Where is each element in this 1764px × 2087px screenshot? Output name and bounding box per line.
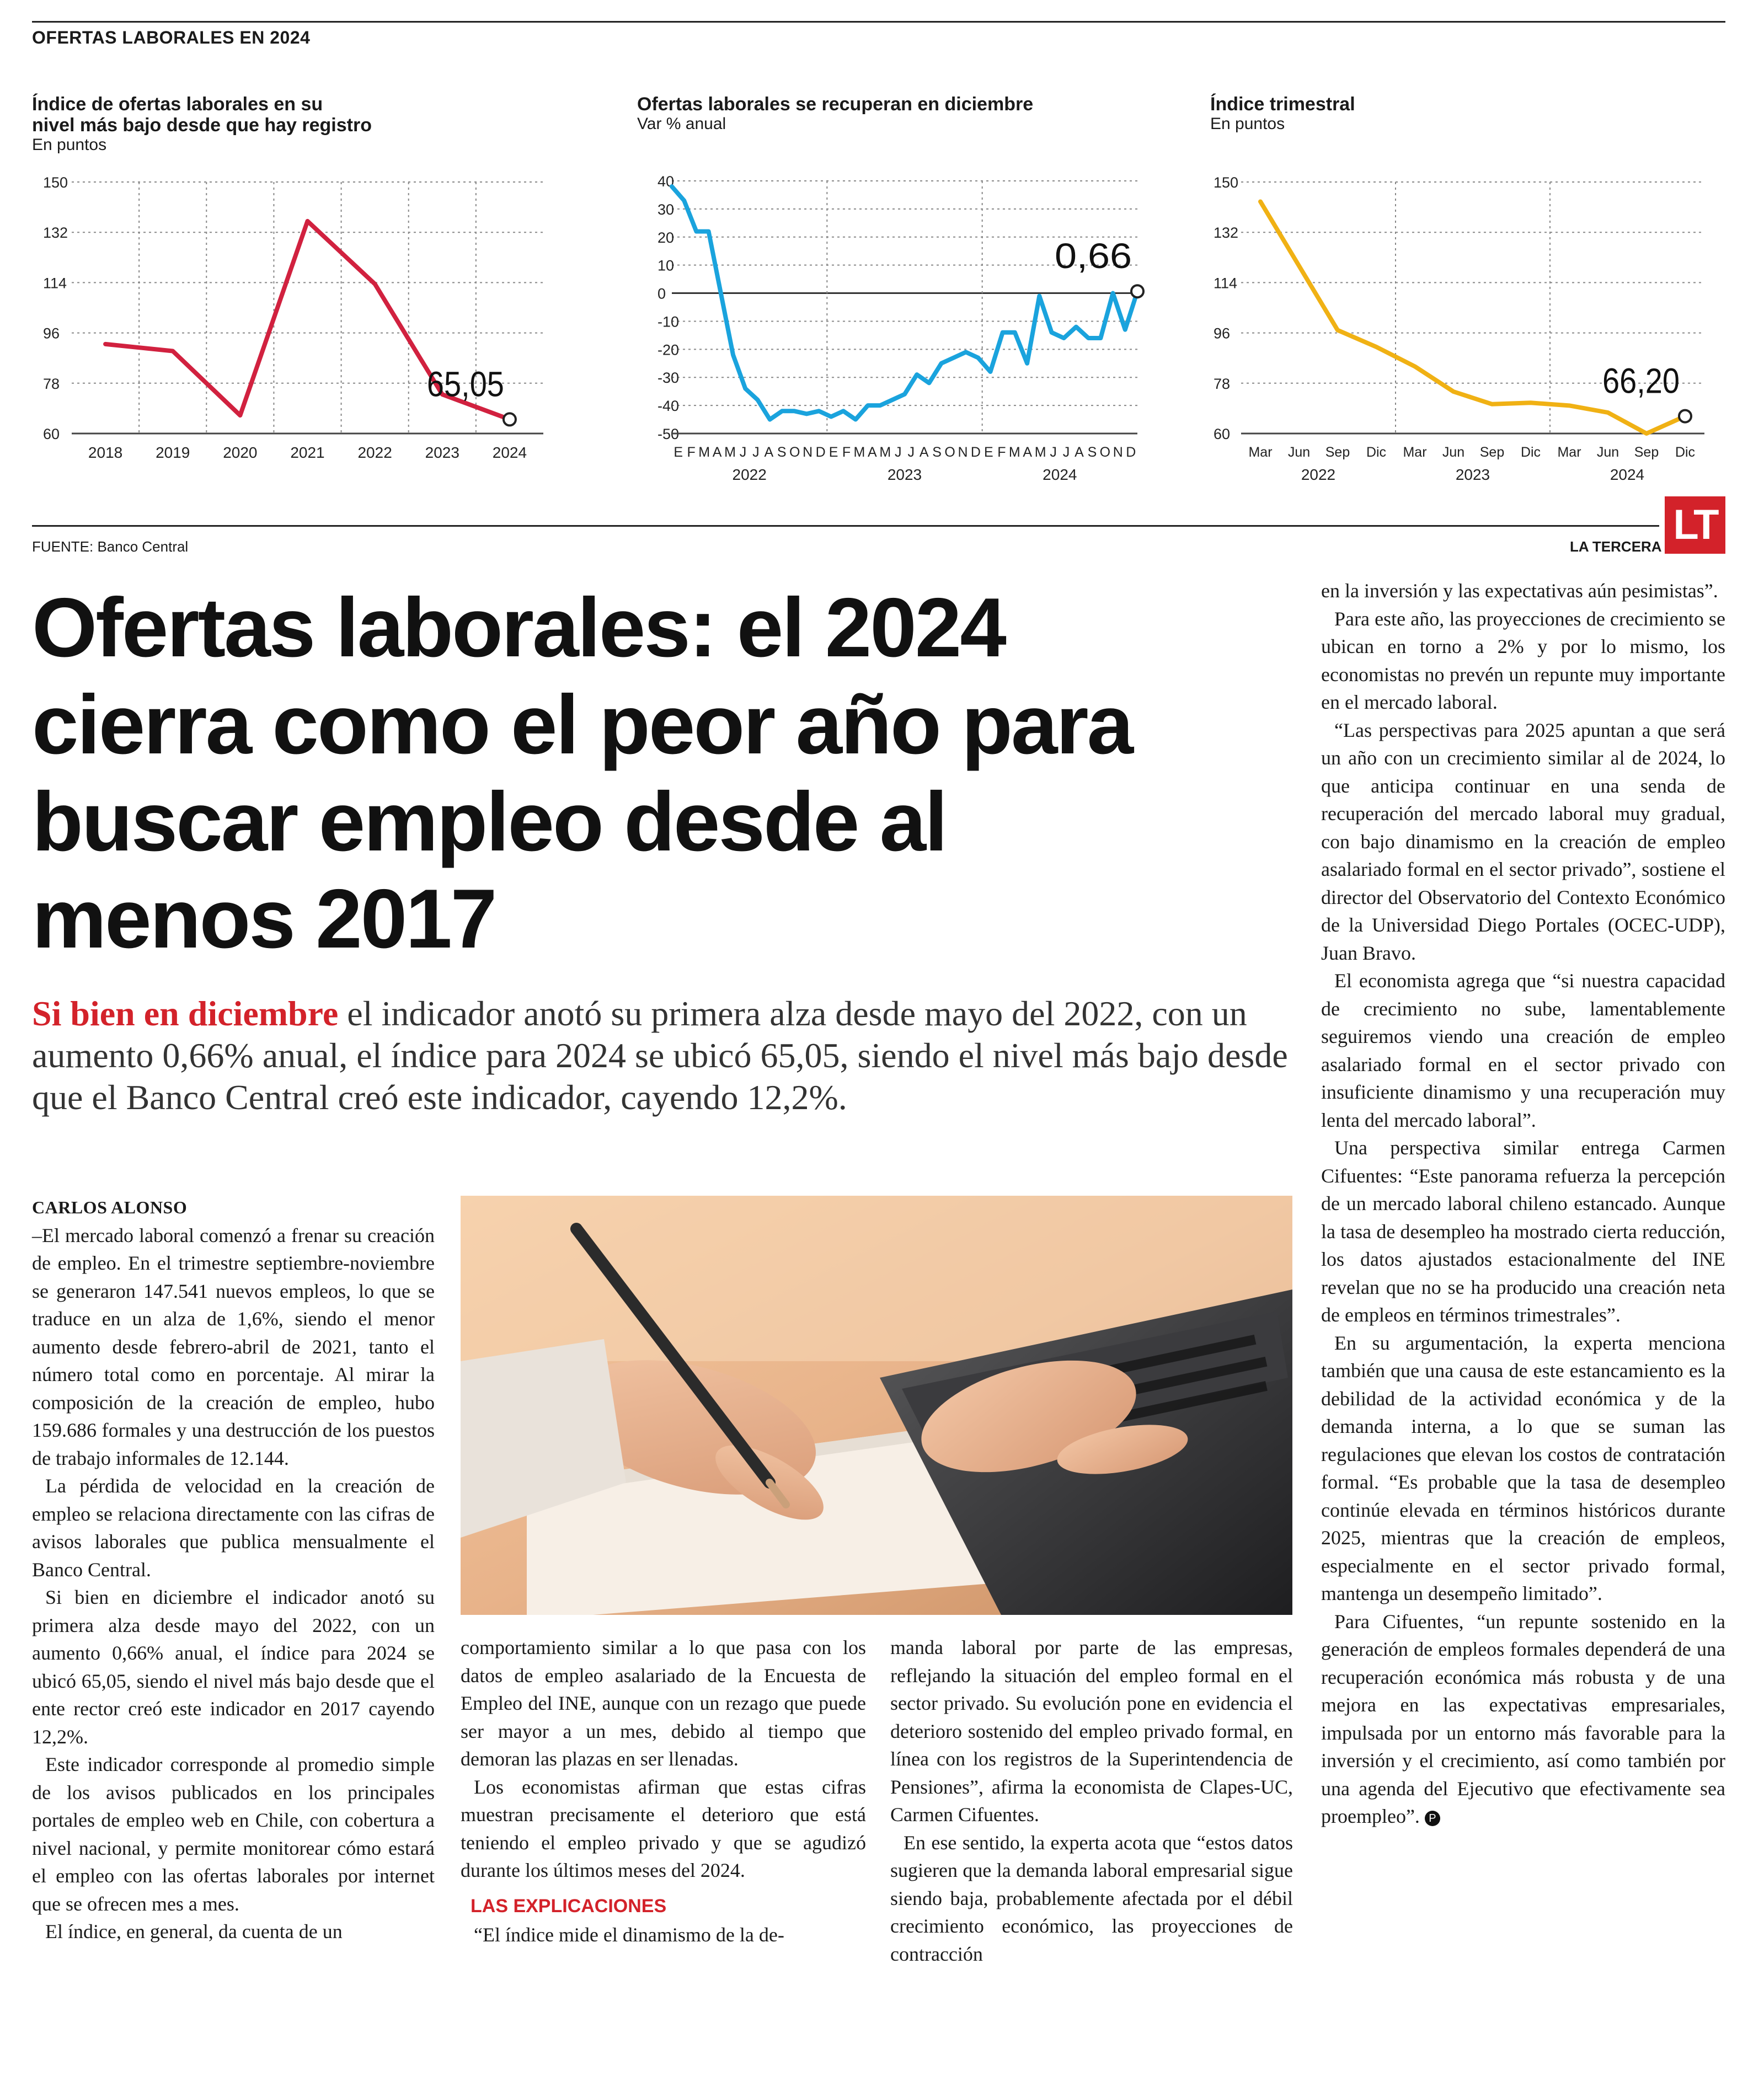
y-tick-label: 78 (43, 375, 60, 392)
x-month-label: N (1113, 445, 1123, 460)
y-tick-label: -50 (658, 426, 680, 442)
col4-paragraph: Para este año, las proyecciones de crecimiento se ubican en torno a 2% y por lo mismo, los economistas no prevén un repunte muy importante en el mercado laboral. (1321, 607, 1725, 713)
x-tick-label: 2020 (223, 444, 258, 461)
brand-logo: LT (1665, 496, 1725, 554)
x-quarter-label: Sep (1325, 445, 1350, 460)
y-tick-label: 96 (43, 325, 60, 342)
x-month-label: J (752, 445, 760, 460)
y-tick-label: -40 (658, 398, 680, 415)
x-quarter-label: Sep (1479, 445, 1505, 460)
x-quarter-label: Dic (1675, 445, 1696, 460)
y-tick-label: 30 (658, 201, 675, 218)
x-year-label: 2024 (1043, 466, 1077, 483)
y-tick-label: 132 (1214, 224, 1239, 242)
column-3 (890, 1634, 1293, 1968)
x-year-label: 2024 (1610, 466, 1645, 483)
y-tick-label: -20 (658, 341, 680, 358)
x-quarter-label: Mar (1403, 445, 1427, 460)
chart3-title: Índice trimestral (1210, 94, 1355, 115)
y-tick-label: 150 (1214, 174, 1239, 191)
x-month-label: A (764, 445, 774, 460)
brand-name: LA TERCERA (1570, 538, 1662, 555)
x-tick-label: 2024 (492, 444, 527, 461)
end-mark-icon: P (1425, 1811, 1440, 1826)
x-month-label: M (1034, 445, 1046, 460)
y-tick-label: -10 (658, 313, 680, 330)
col2-paragraph: Los economistas afirman que estas cifras muestran precisamente el deterioro que está teniendo el empleo privado y que se agudizó durante los últimos meses del 2024. (461, 1775, 866, 1881)
x-month-label: A (868, 445, 877, 460)
end-point-marker (1679, 410, 1691, 422)
x-month-label: M (879, 445, 891, 460)
x-month-label: O (1099, 445, 1111, 460)
x-tick-label: 2023 (425, 444, 459, 461)
col1-paragraph: El índice, en general, da cuenta de un (45, 1920, 343, 1942)
chart3-subtitle: En puntos (1210, 115, 1285, 133)
charts-area (0, 0, 1764, 496)
x-month-label: E (673, 445, 683, 460)
y-tick-label: 10 (658, 257, 675, 274)
col1-paragraph: Si bien en diciembre el indicador anotó su primera alza desde mayo del 2022, con un aumento 0,66% anual, el índice para 2024 se ubicó 65,05, siendo el nivel más bajo desde que el ente rector creó este indicador en 2017 cayendo 12,2%. (32, 1586, 435, 1748)
y-tick-label: 132 (43, 224, 68, 242)
x-quarter-label: Dic (1366, 445, 1387, 460)
x-year-label: 2023 (887, 466, 922, 483)
col1-paragraph: La pérdida de velocidad en la creación de empleo se relaciona directamente con las cifras de avisos laborales que publica mensualmente el Banco Central. (32, 1475, 435, 1581)
x-quarter-label: Jun (1596, 445, 1619, 460)
x-year-label: 2022 (732, 466, 767, 483)
y-tick-label: -30 (658, 370, 680, 387)
end-point-marker (504, 413, 516, 425)
article-photo (461, 1196, 1292, 1615)
x-quarter-label: Jun (1287, 445, 1311, 460)
y-tick-label: 40 (658, 173, 675, 190)
x-month-label: M (1008, 445, 1020, 460)
lead-text: el indicador anotó su primera alza desde mayo del 2022, con un aumento 0,66% anual, el índice para 2024 se ubicó 65,05, siendo el nivel más bajo desde que el Banco Central creó este indicador, cayendo 12,2%. (32, 994, 1288, 1117)
headline: Ofertas laborales: el 2024 cierra como el peor año para buscar empleo desde al menos 2017 (32, 581, 1132, 966)
x-tick-label: 2019 (156, 444, 190, 461)
col3-paragraph: manda laboral por parte de las empresas, reflejando la situación del empleo formal en el sector privado. Su evolución pone en evidencia el deterioro sostenido del empleo privado formal, en línea con los registros de la Superintendencia de Pensiones”, afirma la economista de Clapes-UC, Carmen Cifuentes. (890, 1636, 1293, 1826)
series-line (672, 186, 1137, 419)
x-month-label: S (1087, 445, 1097, 460)
x-quarter-label: Mar (1248, 445, 1273, 460)
y-tick-label: 78 (1214, 375, 1231, 392)
y-tick-label: 60 (1214, 426, 1231, 442)
y-tick-label: 60 (43, 426, 60, 442)
col4-paragraph: “Las perspectivas para 2025 apuntan a que será un año con un crecimiento similar al de 2024, lo que anticipa continuar en una senda de recuperación del mercado laboral muy gradual, con bajo dinamismo en la creación de empleo asalariado formal en el sector privado”, sostiene el director del Observatorio del Contexto Económico de la Universidad Diego Portales (OCEC-UDP), Juan Bravo. (1321, 719, 1725, 964)
x-month-label: F (687, 445, 696, 460)
author-byline: CARLOS ALONSO (32, 1197, 188, 1217)
source-note: FUENTE: Banco Central (32, 538, 189, 555)
x-month-label: E (984, 445, 993, 460)
x-month-label: O (789, 445, 800, 460)
x-month-label: N (958, 445, 968, 460)
col2-paragraph: comportamiento similar a lo que pasa con los datos de empleo asalariado de la Encuesta de Empleo del INE, aunque con un rezago que puede ser mayor a un mes, debido al tiempo que demoran las plazas en ser llenadas. (461, 1636, 866, 1770)
chart1-title: Índice de ofertas laborales en su nivel más bajo desde que hay registro (32, 94, 372, 136)
col1-paragraph: Este indicador corresponde al promedio simple de los avisos publicados en los principales portales de empleo web en Chile, con cobertura a nivel nacional, y permite monitorear cómo estará el empleo con las ofertas laborales por internet que se ofrecen mes a mes. (32, 1753, 435, 1915)
lead-paragraph (32, 993, 1301, 1119)
x-year-label: 2022 (1301, 466, 1336, 483)
x-month-label: J (739, 445, 747, 460)
x-month-label: M (698, 445, 710, 460)
y-tick-label: 114 (43, 275, 67, 292)
col3-paragraph: En ese sentido, la experta acota que “estos datos sugieren que la demanda laboral empresarial sigue siendo baja, probablemente afectada por el débil crecimiento económico, las proyecciones de contracción (890, 1831, 1293, 1965)
x-month-label: J (907, 445, 915, 460)
x-month-label: F (842, 445, 851, 460)
x-month-label: J (895, 445, 902, 460)
x-month-label: E (828, 445, 838, 460)
lead-highlight: Si bien en diciembre (32, 994, 339, 1033)
highlight-value-label: 66,20 (1602, 361, 1680, 401)
col4-paragraph: En su argumentación, la experta menciona también que una causa de este estancamiento es la debilidad de la actividad económica y de la demanda interna, a lo que se suman las regulaciones que elevan los costos de contratación formal. “Es probable que la tasa de desempleo continúe elevada en términos históricos durante 2025, mientras que la creación de empleos, especialmente en el sector privado formal, mantenga un desempeño limitado”. (1321, 1331, 1725, 1604)
x-quarter-label: Dic (1520, 445, 1541, 460)
chart2-subtitle: Var % anual (637, 115, 726, 133)
x-month-label: J (1062, 445, 1070, 460)
x-month-label: O (944, 445, 955, 460)
highlight-value-label: 0,66 (1055, 236, 1132, 276)
charts-bottom-rule (32, 525, 1659, 527)
x-month-label: A (1023, 445, 1033, 460)
x-quarter-label: Mar (1557, 445, 1581, 460)
column-1 (32, 1194, 435, 1946)
x-month-label: D (815, 445, 826, 460)
y-tick-label: 20 (658, 229, 675, 246)
chart1-subtitle: En puntos (32, 136, 107, 154)
col4-last-text: Para Cifuentes, “un repunte sostenido en la generación de empleos formales dependerá de una recuperación económica más robusta y de una mejora en las expectativas empresariales, impulsada por un entorno más favorable para la inversión y el crecimiento, así como también por una agenda del Ejecutivo que efectivamente sea proempleo”. (1321, 1610, 1725, 1827)
x-month-label: M (724, 445, 736, 460)
column-2 (461, 1634, 866, 1949)
end-point-marker (1131, 285, 1143, 297)
y-tick-label: 150 (43, 174, 68, 191)
x-tick-label: 2022 (357, 444, 392, 461)
col2-paragraph: “El índice mide el dinamismo de la de- (474, 1923, 784, 1946)
x-year-label: 2023 (1455, 466, 1490, 483)
x-tick-label: 2021 (290, 444, 325, 461)
x-month-label: A (712, 445, 722, 460)
col4-paragraph (1321, 1608, 1725, 1831)
subheading-explicaciones: LAS EXPLICACIONES (471, 1895, 667, 1917)
y-tick-label: 0 (658, 285, 666, 302)
x-month-label: J (1050, 445, 1057, 460)
highlight-value-label: 65,05 (426, 364, 504, 404)
y-tick-label: 114 (1214, 275, 1238, 292)
x-month-label: D (1126, 445, 1136, 460)
chart2-title: Ofertas laborales se recuperan en diciembre (637, 94, 1034, 115)
x-quarter-label: Sep (1634, 445, 1659, 460)
x-tick-label: 2018 (88, 444, 123, 461)
x-month-label: S (932, 445, 942, 460)
section-tag: OFERTAS LABORALES EN 2024 (32, 28, 311, 47)
col4-paragraph: Una perspectiva similar entrega Carmen Cifuentes: “Este panorama refuerza la percepción de un mercado laboral chileno estancado. Aunque la tasa de desempleo ha mostrado cierta reducción, los datos ajustados estacionalmente del INE revelan que no se ha producido una creación neta de empleos en términos trimestrales”. (1321, 1137, 1725, 1326)
x-quarter-label: Jun (1442, 445, 1465, 460)
x-month-label: F (997, 445, 1006, 460)
photo-illustration (461, 1196, 1292, 1615)
col4-paragraph: en la inversión y las expectativas aún pesimistas”. (1321, 580, 1718, 602)
x-month-label: M (853, 445, 865, 460)
col4-paragraph: El economista agrega que “si nuestra capacidad de crecimiento no sube, lamentablemente seguiremos viendo una creación de empleo asalariado formal en el sector privado con insuficiente dinamismo y una recuperación muy lenta del mercado laboral”. (1321, 970, 1725, 1131)
x-month-label: A (1075, 445, 1084, 460)
x-month-label: A (919, 445, 929, 460)
col1-paragraph: –El mercado laboral comenzó a frenar su creación de empleo. En el trimestre septiembre-noviembre se generaron 147.541 nuevos empleos, lo que se traduce en un alza de 1,6%, siendo el menor aumento desde febrero-abril de 2021, tanto el número total como en porcentaje. Al mirar la composición de la creación de empleo, hubo 159.686 formales y una destrucción de los puestos de trabajo informales de 12.144. (32, 1224, 435, 1469)
x-month-label: S (777, 445, 787, 460)
x-month-label: N (803, 445, 813, 460)
x-month-label: D (970, 445, 981, 460)
column-4 (1321, 577, 1725, 1831)
y-tick-label: 96 (1214, 325, 1231, 342)
